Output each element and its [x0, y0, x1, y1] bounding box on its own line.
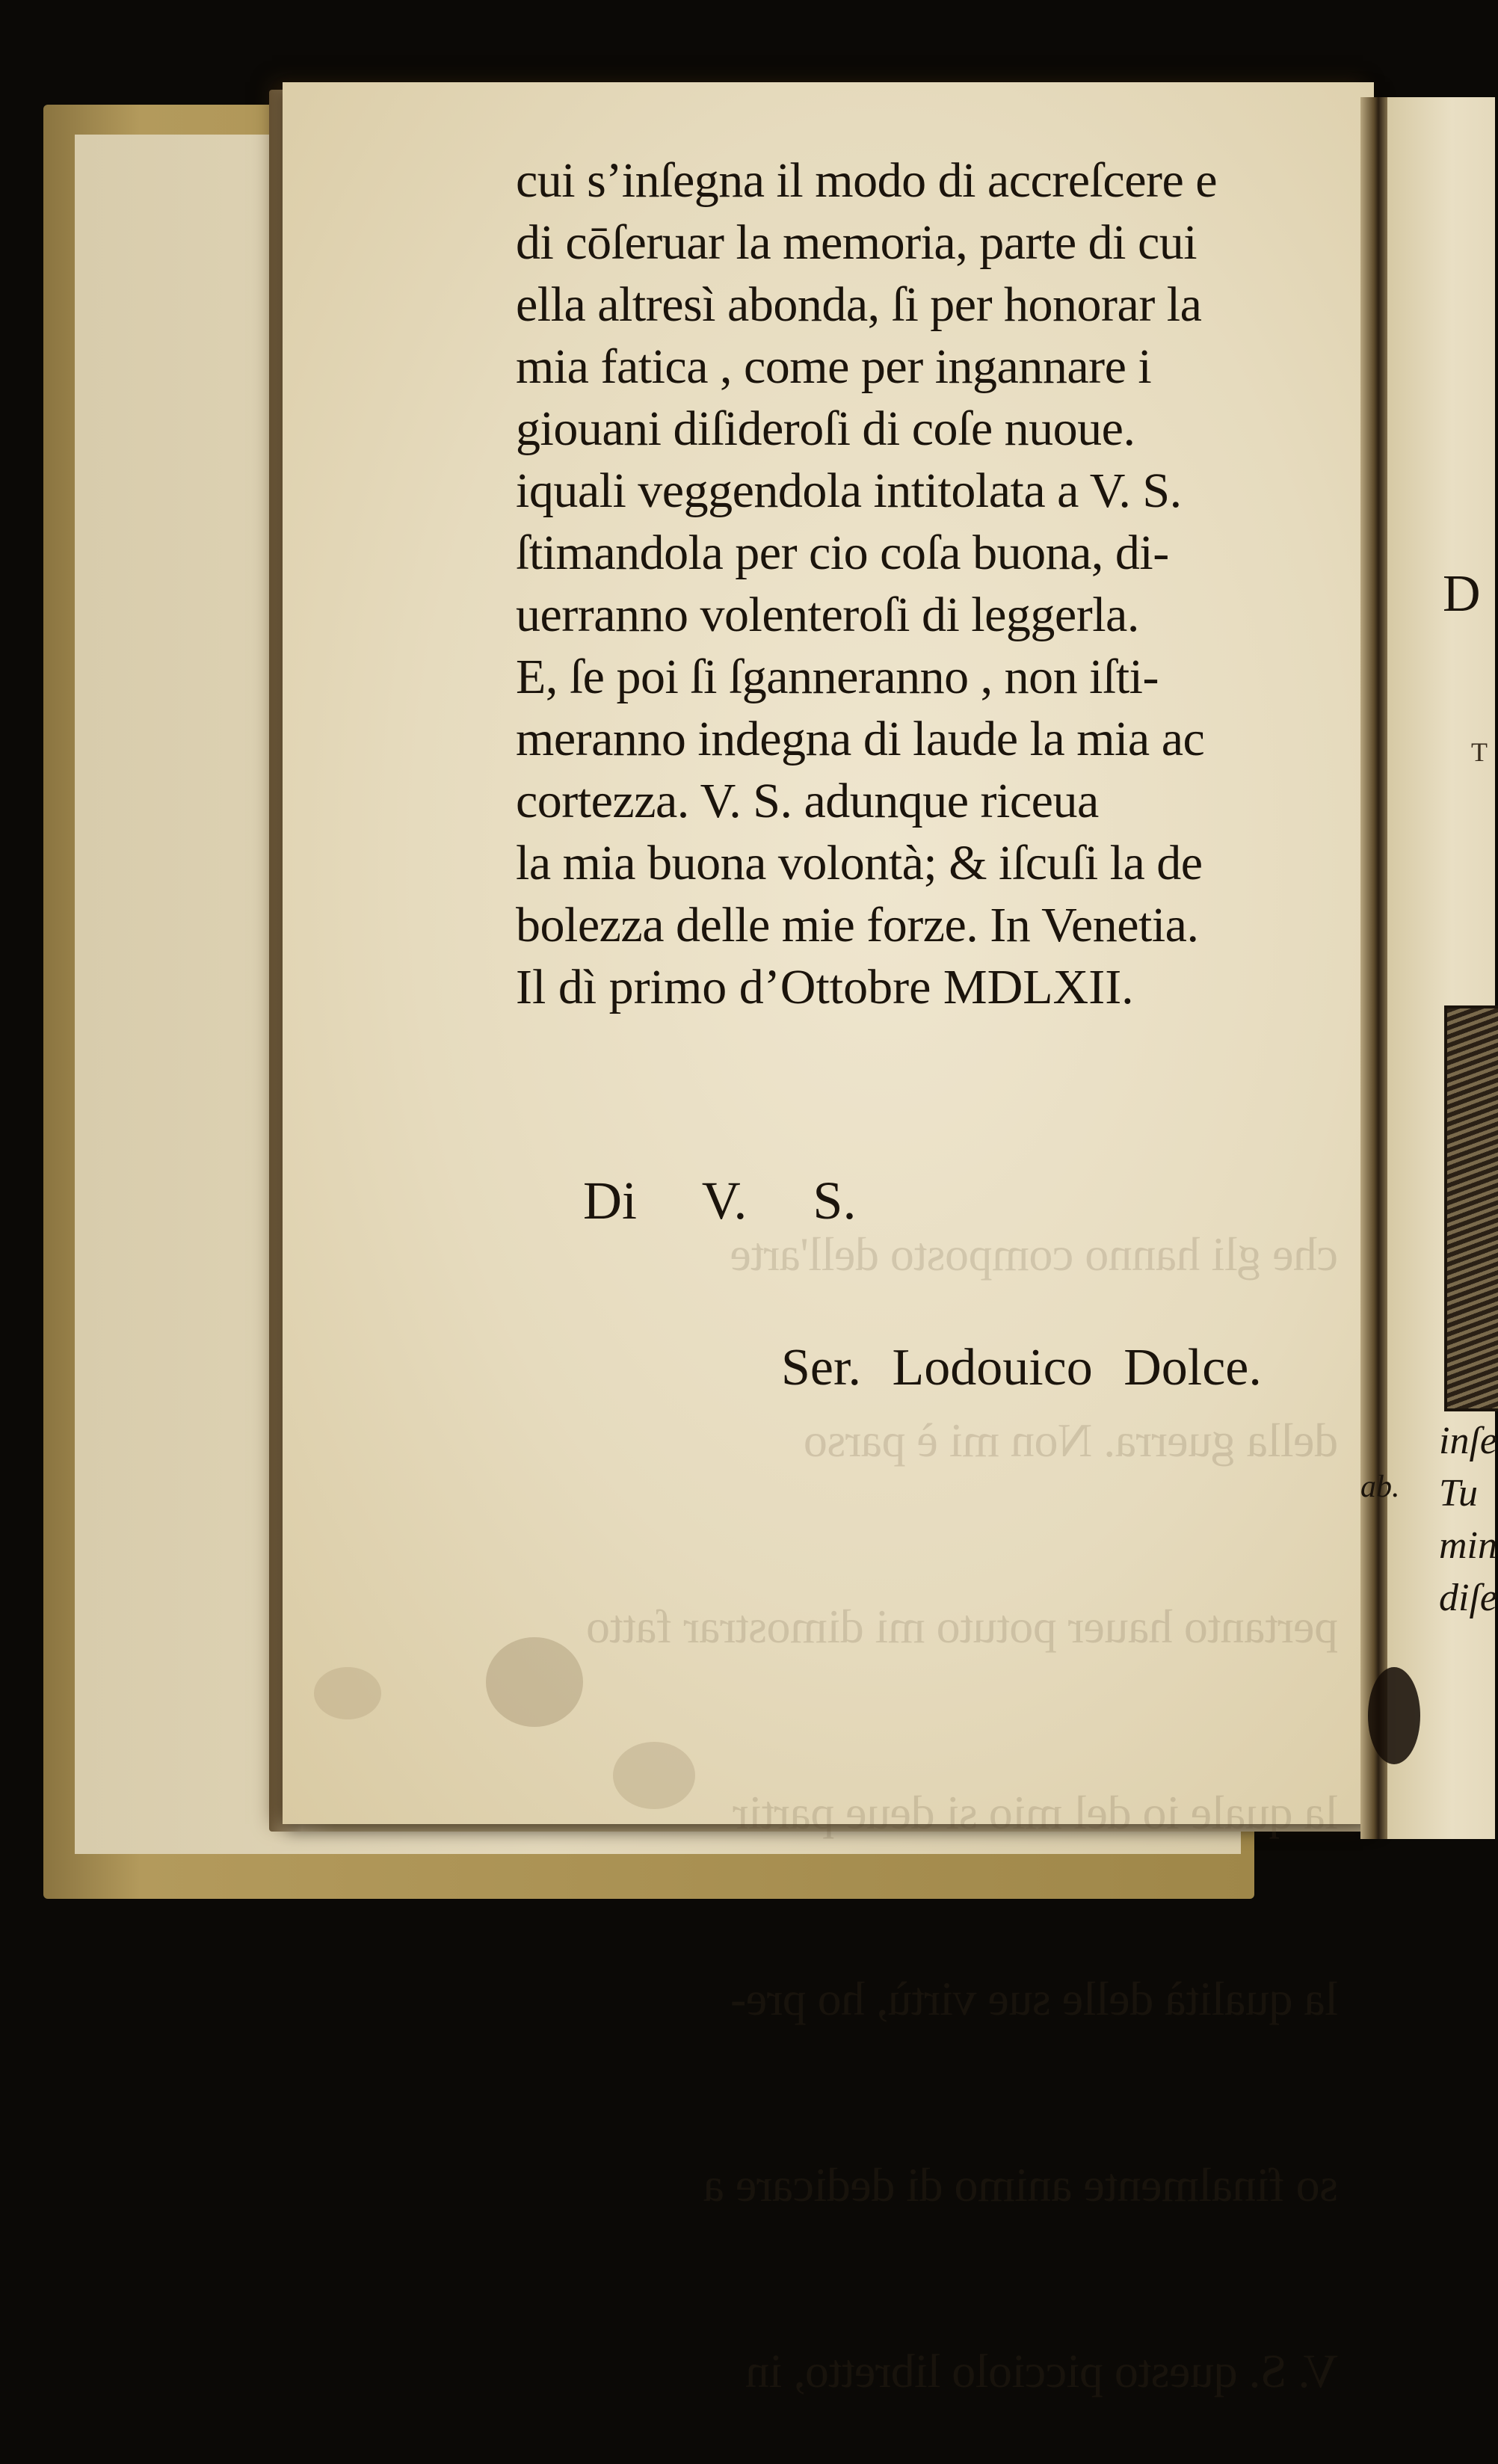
show-through-line: della guerra. Non mi è parso [804, 1414, 1338, 1467]
facing-fragment: inſe [1439, 1420, 1497, 1462]
text-line: mia fatica , come per ingannare i [516, 339, 1152, 394]
facing-fragment: min [1439, 1524, 1497, 1567]
thumbprint-stain [314, 1667, 381, 1719]
margin-note: ab. [1360, 1470, 1400, 1504]
show-through-line: V. S. questo picciolo libretto, in [745, 2344, 1338, 2397]
signature: Ser. Lodouico Dolce. [781, 1339, 1262, 1396]
facing-capital: D [1443, 565, 1481, 623]
facing-fragment: diſe [1439, 1577, 1497, 1619]
show-through-line: che gli hanno composto dell'arte [730, 1228, 1338, 1281]
text-line: cui s’inſegna il modo di accreſcere e [516, 153, 1218, 208]
text-line: bolezza delle mie forze. In Venetia. [516, 898, 1199, 952]
text-line: ſtimandola per cio coſa buona, di- [516, 526, 1169, 580]
show-through-line: la qualità delle sue virtù, ho pre- [730, 1972, 1338, 2025]
text-line: di cōſeruar la memoria, parte di cui [516, 215, 1198, 270]
facing-fragment: Tu [1439, 1472, 1479, 1515]
facing-small-letter: T [1471, 737, 1488, 767]
text-line: la mia buona volontà; & iſcuſi la de [516, 836, 1203, 890]
dedication-text [516, 150, 1338, 1018]
foxing-stain [613, 1742, 695, 1809]
text-line: meranno indegna di laude la mia ac [516, 712, 1205, 766]
woodcut-illustration [1444, 1005, 1498, 1411]
show-through-line: la quale io del mio si deue partir [733, 1786, 1338, 1839]
text-line: ella altresì abonda, ſi per honorar la [516, 277, 1202, 332]
ink-stain [1368, 1667, 1420, 1764]
thumbprint-stain [486, 1637, 583, 1727]
text-line-date: Il dì primo d’Ottobre MDLXII. [516, 960, 1134, 1014]
salutation: Di V. S. [583, 1171, 857, 1231]
text-line: giouani diſideroſi di coſe nuoue. [516, 401, 1135, 456]
show-through-line: so finalmente animo di dedicare a [703, 2158, 1338, 2211]
book-gutter [1360, 97, 1390, 1839]
text-line: uerranno volenteroſi di leggerla. [516, 588, 1139, 642]
text-line: iquali veggendola intitolata a V. S. [516, 463, 1182, 518]
show-through-line: pertanto hauer potuto mi dimostrar fatto [586, 1600, 1338, 1653]
text-line: cortezza. V. S. adunque riceua [516, 774, 1099, 828]
text-line: E, ſe poi ſi ſganneranno , non iſti- [516, 650, 1159, 704]
